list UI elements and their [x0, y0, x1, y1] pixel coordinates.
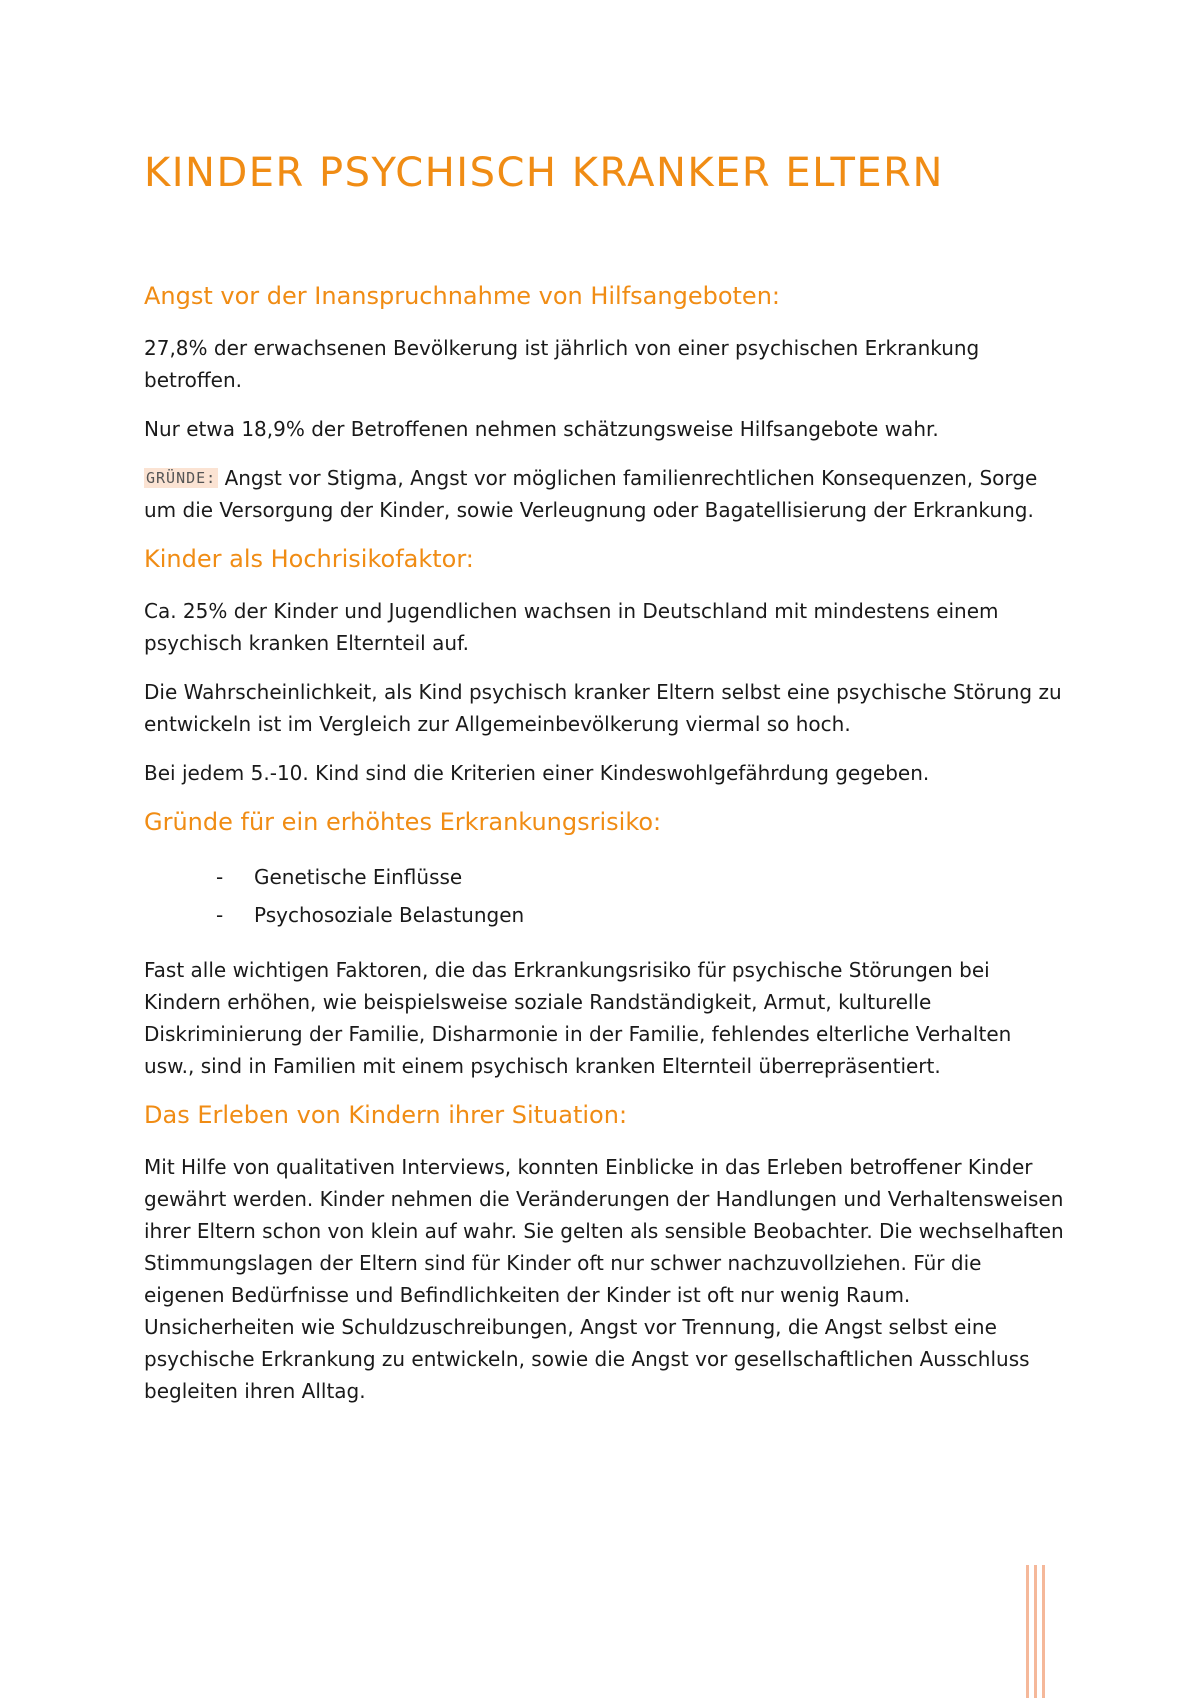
list-item-text: Psychosoziale Belastungen [254, 903, 525, 927]
section-heading: Angst vor der Inanspruchnahme von Hilfsangeboten: [144, 282, 780, 310]
section-high-risk [144, 543, 1064, 789]
reasons-tag: GRÜNDE: [146, 469, 217, 487]
paragraph: Fast alle wichtigen Faktoren, die das Erkrankungsrisiko für psychische Störungen bei Kindern erhöhen, wie beispielsweise soziale Randständigkeit, Armut, kulturelle Diskriminierung der Familie, Disharmonie in der Familie, fehlendes elterliche Verhalten usw., sind in Familien mit einem psychisch kranken Elternteil überrepräsentiert. [144, 958, 1012, 1078]
reasons-text: Angst vor Stigma, Angst vor möglichen familienrechtlichen Konsequenzen, Sorge um die Versorgung der Kinder, sowie Verleugnung oder Bagatellisierung der Erkrankung. [144, 466, 1038, 522]
section-risk-reasons [144, 806, 1064, 1082]
risk-factor-list [144, 858, 1064, 934]
paragraph: Die Wahrscheinlichkeit, als Kind psychisch kranker Eltern selbst eine psychische Störung zu entwickeln ist im Vergleich zur Allgemeinbevölkerung viermal so hoch. [144, 680, 1062, 736]
paragraph-reasons [144, 462, 1064, 526]
section-heading: Das Erleben von Kindern ihrer Situation: [144, 1101, 628, 1129]
document-title: KINDER PSYCHISCH KRANKER ELTERN [144, 150, 944, 196]
document-body [144, 280, 1064, 1424]
list-item [216, 896, 1064, 934]
list-item [216, 858, 1064, 896]
decorative-vertical-lines [1026, 1565, 1054, 1698]
dash-bullet: - [216, 865, 224, 889]
list-item-text: Genetische Einflüsse [254, 865, 463, 889]
paragraph: 27,8% der erwachsenen Bevölkerung ist jährlich von einer psychischen Erkrankung betroffen. [144, 336, 980, 392]
section-child-experience [144, 1099, 1064, 1407]
paragraph: Mit Hilfe von qualitativen Interviews, konnten Einblicke in das Erleben betroffener Kinder gewährt werden. Kinder nehmen die Veränderungen der Handlungen und Verhaltensweisen ihrer Eltern schon von klein auf wahr. Sie gelten als sensible Beobachter. Die wechselhaften Stimmungslagen der Eltern sind für Kinder oft nur schwer nachzuvollziehen. Für die eigenen Bedürfnisse und Befindlichkeiten der Kinder ist oft nur wenig Raum. Unsicherheiten wie Schuldzuschreibungen, Angst vor Trennung, die Angst selbst eine psychische Erkrankung zu entwickeln, sowie die Angst vor gesellschaftlichen Ausschluss begleiten ihren Alltag. [144, 1155, 1064, 1403]
dash-bullet: - [216, 903, 224, 927]
section-heading: Kinder als Hochrisikofaktor: [144, 545, 474, 573]
paragraph: Bei jedem 5.-10. Kind sind die Kriterien einer Kindeswohlgefährdung gegeben. [144, 761, 930, 785]
paragraph: Ca. 25% der Kinder und Jugendlichen wachsen in Deutschland mit mindestens einem psychisch kranken Elternteil auf. [144, 599, 999, 655]
section-heading: Gründe für ein erhöhtes Erkrankungsrisiko: [144, 808, 662, 836]
section-fear-of-help [144, 280, 1064, 526]
paragraph: Nur etwa 18,9% der Betroffenen nehmen schätzungsweise Hilfsangebote wahr. [144, 417, 939, 441]
